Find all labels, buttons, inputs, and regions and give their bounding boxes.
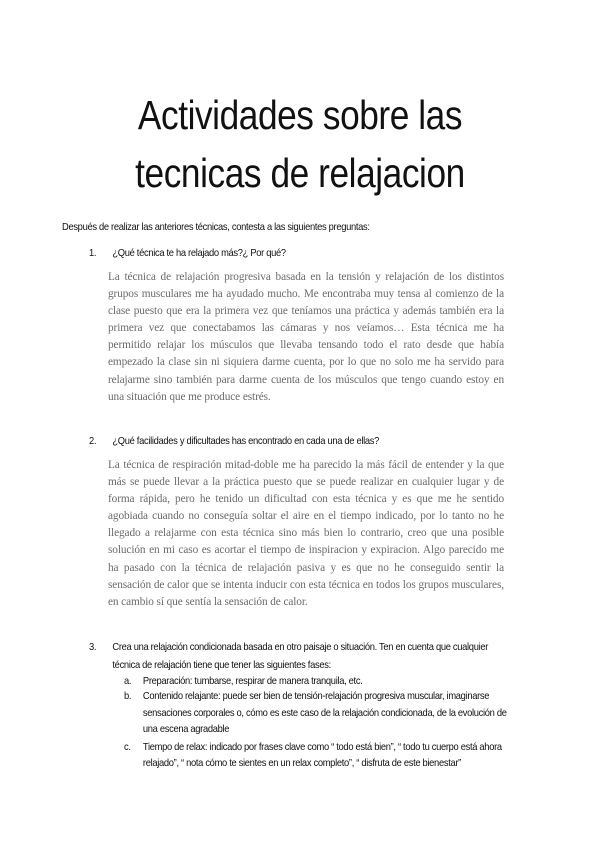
document-title <box>42 86 558 202</box>
phase-text-line-3: una escena agradable <box>142 724 230 735</box>
title-line-1: Actividades sobre las <box>137 92 463 138</box>
phase-text-line-2: relajado”, “ nota cómo te sientes en un relax completo”, “ disfruta de este bienestar” <box>142 758 461 769</box>
title-line-2: tecnicas de relajacion <box>135 150 465 196</box>
phase-letter: a. <box>124 676 132 687</box>
question-number: 2. <box>89 436 97 447</box>
question-text: ¿Qué técnica te ha relajado más?¿ Por qué? <box>112 248 286 259</box>
question-text: ¿Qué facilidades y dificultades has encontrado en cada una de ellas? <box>112 436 379 447</box>
question-text-line-2: técnica de relajación tiene que tener las siguientes fases: <box>112 660 331 671</box>
question-number: 3. <box>89 642 97 653</box>
phase-text-line-1: Contenido relajante: puede ser bien de tensión-relajación progresiva muscular, imaginarse <box>142 691 490 702</box>
phase-text-line-1: Tiempo de relax: indicado por frases clave como “ todo está bien”, “ todo tu cuerpo está ahora <box>142 742 502 753</box>
question-number: 1. <box>89 248 97 259</box>
phase-letter: b. <box>124 691 132 702</box>
answer-2: La técnica de respiración mitad-doble me ha parecido la más fácil de entender y la que más se puede llevar a la práctica puesto que se puede realizar en cualquier lugar y de forma rápida, pero he tenido un dificultad con esta técnica y es que me he sentido agobiada cuando no conseguía soltar el aire en el tiempo indicado, por lo tanto no he llegado a relajarme con esta técnica sino más bien lo contrario, creo que una posible solución en mi caso es acortar el tiempo de inspiracion y expiracion. Algo parecido me ha pasado con la técnica de relajación pasiva y es que no he conseguido sentir la sensación de calor que se intenta inducir con esta técnica en todos los grupos musculares, en cambio sí que sentía la sensación de calor. <box>108 459 504 608</box>
intro-instructions: Después de realizar las anteriores técnicas, contesta a las siguientes preguntas: <box>62 222 370 233</box>
phase-text-line-2: sensaciones corporales o, cómo es este caso de la relajación condicionada, de la evolución de <box>142 708 507 719</box>
answer-1: La técnica de relajación progresiva basada en la tensión y relajación de los distintos grupos musculares me ha ayudado mucho. Me encontraba muy tensa al comienzo de la clase puesto que era la primera vez que teníamos una práctica y además también era la primera vez que conectabamos las cámaras y nos veíamos… Esta técnica me ha permitido relajar los músculos que llevaba tensando todo el rato desde que había empezado la clase sin ni siquiera darme cuenta, por lo que no solo me ha servido para relajarme sino también para darme cuenta de los músculos que tengo cuando estoy en una situación que me produce estrés. <box>108 271 504 403</box>
phase-letter: c. <box>124 742 131 753</box>
question-text-line-1: Crea una relajación condicionada basada en otro paisaje o situación. Ten en cuenta que cualquier <box>112 642 489 653</box>
phase-text: Preparación: tumbarse, respirar de manera tranquila, etc. <box>142 676 363 687</box>
